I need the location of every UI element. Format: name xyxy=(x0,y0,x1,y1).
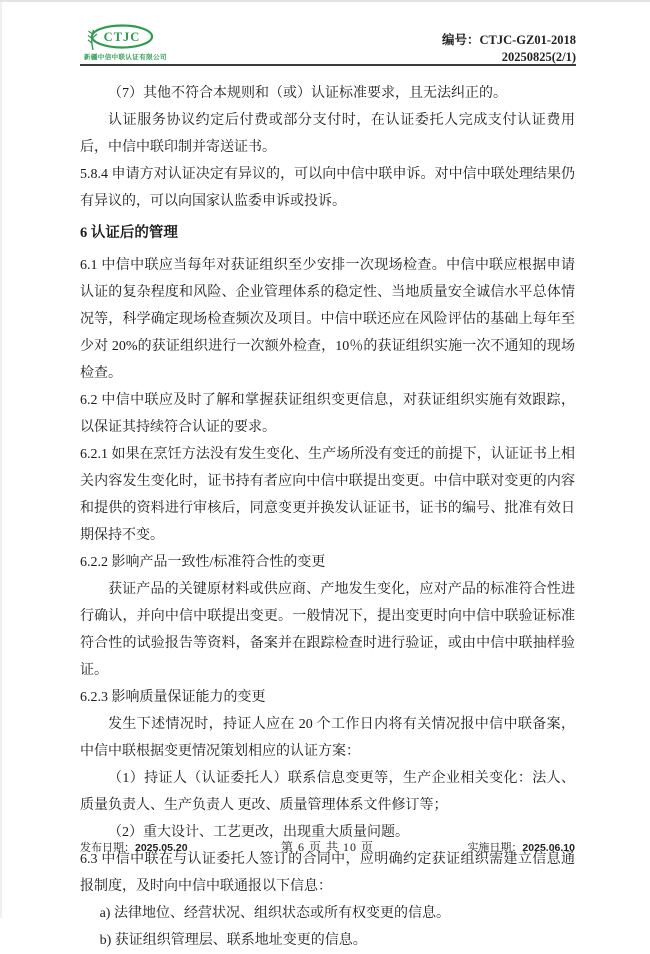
page-header xyxy=(80,0,576,64)
clause-6-3: 6.3 中信中联在与认证委托人签订的合同中，应明确约定获证组织需建立信息通报制度，及时向中信中联通报以下信息： xyxy=(80,852,575,894)
list-item-1: （1）持证人（认证委托人）联系信息变更等，生产企业相关变化：法人、质量负责人、生产负责人 更改、质量管理体系文件修订等； xyxy=(80,771,575,813)
clause-6-2: 6.2 中信中联应及时了解和掌握获证组织变更信息，对获证组织实施有效跟踪，以保证其持续符合认证的要求。 xyxy=(80,393,575,435)
doc-number-block xyxy=(442,32,576,65)
doc-number-value: CTJC-GZ01-2018 xyxy=(479,33,576,47)
logo-company-name: 新疆中信中联认证有限公司 xyxy=(84,54,167,61)
clause-6-2-1: 6.2.1 如果在烹饪方法没有发生变化、生产场所没有变迁的前提下，认证证书上相关内容发生变化时，证书持有者应向中信中联提出变更。中信中联对变更的内容和提供的资料进行审核后，同意变更并换发认证证书，证书的编号、批准有效日期保持不变。 xyxy=(80,447,575,543)
ctjc-logo-icon xyxy=(84,24,156,51)
clause-6-2-3-heading: 6.2.3 影响质量保证能力的变更 xyxy=(80,690,266,705)
clause-6-2-2-heading: 6.2.2 影响产品一致性/标准符合性的变更 xyxy=(80,555,326,570)
page-number: 第 6 页 共 10 页 xyxy=(280,840,374,854)
impl-date-block xyxy=(467,839,575,855)
svg-text:CTJC: CTJC xyxy=(103,30,141,44)
logo xyxy=(84,24,174,61)
clause-5-8-4: 5.8.4 申请方对认证决定有异议的，可以向中信中联申诉。对中信中联处理结果仍有异议的，可以向国家认监委申诉或投诉。 xyxy=(80,167,575,209)
para-payment-terms: 认证服务协议约定后付费或部分支付时，在认证委托人完成支付认证费用后，中信中联印制并寄送证书。 xyxy=(80,113,575,155)
doc-number-line2: 20250825(2/1) xyxy=(501,49,576,64)
section-6-heading: 6 认证后的管理 xyxy=(80,225,178,241)
list-item-b: b) 获证组织管理层、联系地址变更的信息。 xyxy=(99,933,367,948)
document-body xyxy=(80,80,575,954)
page-footer xyxy=(80,838,575,855)
clause-7: （7）其他不符合本规则和（或）认证标准要求，且无法纠正的。 xyxy=(108,86,507,101)
list-item-a: a) 法律地位、经营状况、组织状态或所有权变更的信息。 xyxy=(99,906,450,921)
list-item-2: （2）重大设计、工艺更改，出现重大质量问题。 xyxy=(108,825,409,840)
impl-date-value: 2025.06.10 xyxy=(522,842,575,854)
para-6-2-2-body: 获证产品的关键原材料或供应商、产地发生变化，应对产品的标准符合性进行确认，并向中信中联提出变更。一般情况下，提出变更时向中信中联验证标准符合性的试验报告等资料，备案并在跟踪检查时进行验证，或由中信中联抽样验证。 xyxy=(80,582,575,678)
release-date-value: 2025.05.20 xyxy=(135,842,188,854)
header-divider xyxy=(80,64,576,66)
release-date-block xyxy=(80,839,188,855)
impl-date-label: 实施日期： xyxy=(467,842,523,854)
doc-number-label: 编号： xyxy=(441,33,480,47)
para-6-2-3-body: 发生下述情况时，持证人应在 20 个工作日内将有关情况报中信中联备案，中信中联根据变更情况策划相应的认证方案： xyxy=(80,717,575,759)
doc-number-line1 xyxy=(442,32,576,49)
clause-6-1: 6.1 中信中联应当每年对获证组织至少安排一次现场检查。中信中联应根据申请认证的复杂程度和风险、企业管理体系的稳定性、当地质量安全诚信水平总体情况等，科学确定现场检查频次及项目。中信中联还应在风险评估的基础上每年至少对 20%的获证组织进行一次额外检查，10％的获证组织实施一次不通知的现场检查。 xyxy=(80,258,575,381)
release-date-label: 发布日期： xyxy=(80,842,135,854)
